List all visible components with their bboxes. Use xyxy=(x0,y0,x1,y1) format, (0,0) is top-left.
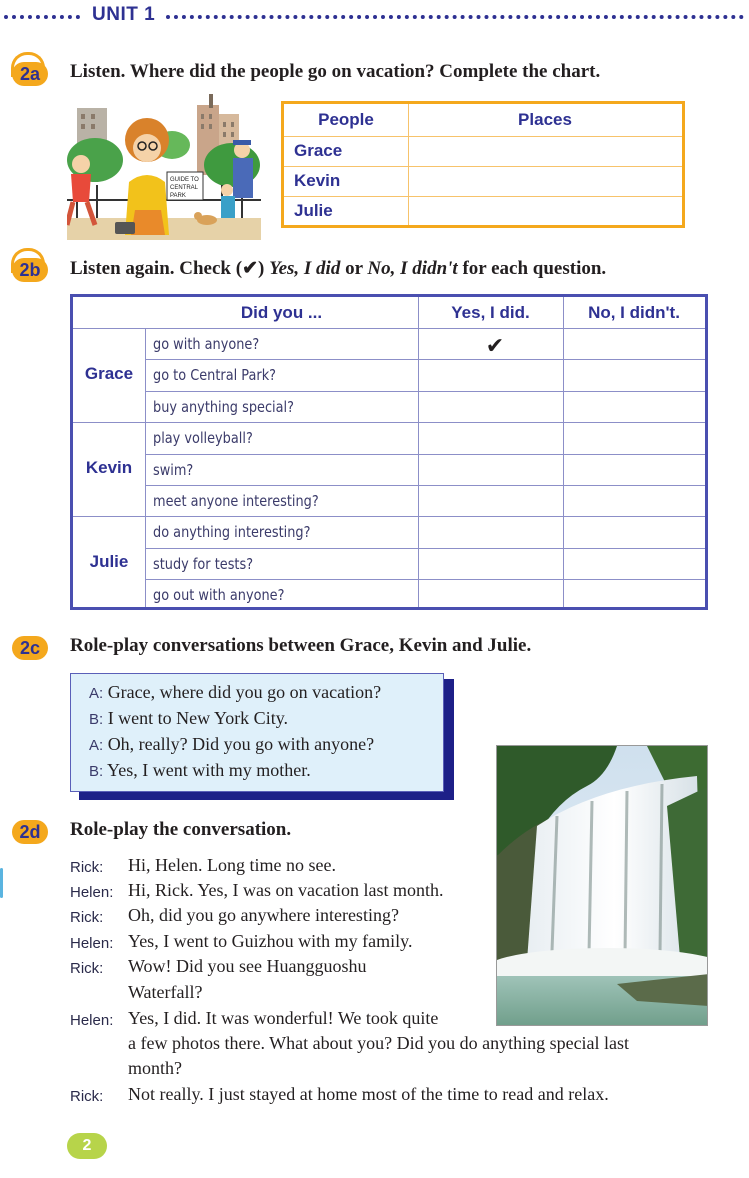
check-mark-icon: ✔ xyxy=(242,258,258,279)
dialogue-line: Hi, Rick. Yes, I was on vacation last month. xyxy=(128,880,444,900)
instruction-2c: Role-play conversations between Grace, Kevin and Julie. xyxy=(70,635,532,656)
table-header-no: No, I didn't. xyxy=(588,303,680,322)
dialogue-line xyxy=(89,708,288,729)
svg-text:PARK: PARK xyxy=(170,193,186,199)
badge-2c xyxy=(6,626,48,662)
header-dots-right xyxy=(166,15,744,19)
dialogue-line: Waterfall? xyxy=(128,982,203,1002)
instruction-text: Listen again. Check ( xyxy=(70,258,243,279)
waterfall-photo xyxy=(496,745,708,1026)
chart-header-places: Places xyxy=(518,110,572,129)
line-text: I went to New York City. xyxy=(107,708,289,728)
instruction-yes: Yes, I did xyxy=(269,258,341,279)
dialogue-line: Oh, did you go anywhere interesting? xyxy=(128,905,399,925)
dialogue-line xyxy=(89,734,374,755)
speaker: Rick: xyxy=(70,1088,104,1105)
instruction-2d: Role-play the conversation. xyxy=(70,819,292,840)
chart-person-grace: Grace xyxy=(294,141,343,160)
line-text: Yes, I went with my mother. xyxy=(107,760,311,780)
svg-text:GUIDE TO: GUIDE TO xyxy=(170,177,199,183)
chart-person-julie: Julie xyxy=(294,201,333,220)
chart-row-line xyxy=(284,166,682,167)
unit-title: UNIT 1 xyxy=(92,4,156,25)
instruction-2b xyxy=(70,257,606,280)
dialogue-line: Not really. I just stayed at home most of the time to read and relax. xyxy=(128,1084,609,1104)
chart-person-kevin: Kevin xyxy=(294,171,341,190)
speaker: B: xyxy=(89,763,104,780)
badge-label: 2b xyxy=(12,258,48,282)
instruction-text: for each question. xyxy=(457,258,607,279)
badge-2b xyxy=(6,248,48,284)
table-question: go to Central Park? xyxy=(153,366,277,384)
speaker: Rick: xyxy=(70,960,104,977)
line-text: Grace, where did you go on vacation? xyxy=(107,682,382,702)
table-col-line xyxy=(418,297,419,607)
dialogue-box-2c xyxy=(70,673,444,792)
badge-label: 2d xyxy=(12,820,48,844)
page-number: 2 xyxy=(67,1133,107,1159)
table-question: go with anyone? xyxy=(153,335,260,353)
dialogue-line: Hi, Helen. Long time no see. xyxy=(128,855,336,875)
table-question: play volleyball? xyxy=(153,429,253,447)
speaker: Rick: xyxy=(70,909,104,926)
table-person-kevin: Kevin xyxy=(85,458,133,477)
places-chart xyxy=(281,101,685,228)
page-edge-mark xyxy=(0,868,3,898)
table-row-line xyxy=(145,454,705,455)
header-dots-left xyxy=(4,15,80,19)
badge-2a xyxy=(6,52,48,88)
line-text: Oh, really? Did you go with anyone? xyxy=(107,734,375,754)
speaker: B: xyxy=(89,711,104,728)
dialogue-line: Wow! Did you see Huangguoshu xyxy=(128,956,367,976)
speaker: Rick: xyxy=(70,859,104,876)
svg-text:CENTRAL: CENTRAL xyxy=(170,185,199,191)
badge-2d xyxy=(6,810,48,846)
chart-row-line xyxy=(284,136,682,137)
dialogue-line: month? xyxy=(128,1058,182,1078)
badge-label: 2c xyxy=(12,636,48,660)
dialogue-line: Yes, I went to Guizhou with my family. xyxy=(128,931,413,951)
dialogue-line xyxy=(89,760,311,781)
table-header-yes: Yes, I did. xyxy=(451,303,530,322)
speaker: Helen: xyxy=(70,884,114,901)
instruction-no: No, I didn't xyxy=(367,258,458,279)
speaker: Helen: xyxy=(70,935,114,952)
chart-divider xyxy=(408,104,409,225)
chart-header-people: People xyxy=(318,110,374,129)
central-park-illustration xyxy=(67,90,261,240)
table-person-grace: Grace xyxy=(84,364,134,383)
speaker: Helen: xyxy=(70,1012,114,1029)
speaker: A: xyxy=(89,737,104,754)
chart-row-line xyxy=(284,196,682,197)
table-question: do anything interesting? xyxy=(153,523,311,541)
table-header-did-you: Did you ... xyxy=(240,303,323,322)
dialogue-line xyxy=(89,682,381,703)
table-question: meet anyone interesting? xyxy=(153,492,319,510)
table-question: go out with anyone? xyxy=(153,586,285,604)
instruction-text: or xyxy=(340,258,368,279)
table-person-julie: Julie xyxy=(89,552,129,571)
check-mark-icon: ✔ xyxy=(485,333,505,358)
table-col-line xyxy=(145,328,146,607)
check-table xyxy=(70,294,708,610)
instruction-text: ) xyxy=(258,258,270,279)
instruction-2a: Listen. Where did the people go on vacation? Complete the chart. xyxy=(70,61,601,82)
speaker: A: xyxy=(89,685,104,702)
badge-label: 2a xyxy=(12,62,48,86)
table-question: study for tests? xyxy=(153,555,254,573)
table-col-line xyxy=(563,297,564,607)
table-question: buy anything special? xyxy=(153,398,294,416)
dialogue-line: Yes, I did. It was wonderful! We took quite xyxy=(128,1008,439,1028)
table-question: swim? xyxy=(153,461,194,479)
dialogue-line: a few photos there. What about you? Did you do anything special last xyxy=(128,1033,630,1053)
